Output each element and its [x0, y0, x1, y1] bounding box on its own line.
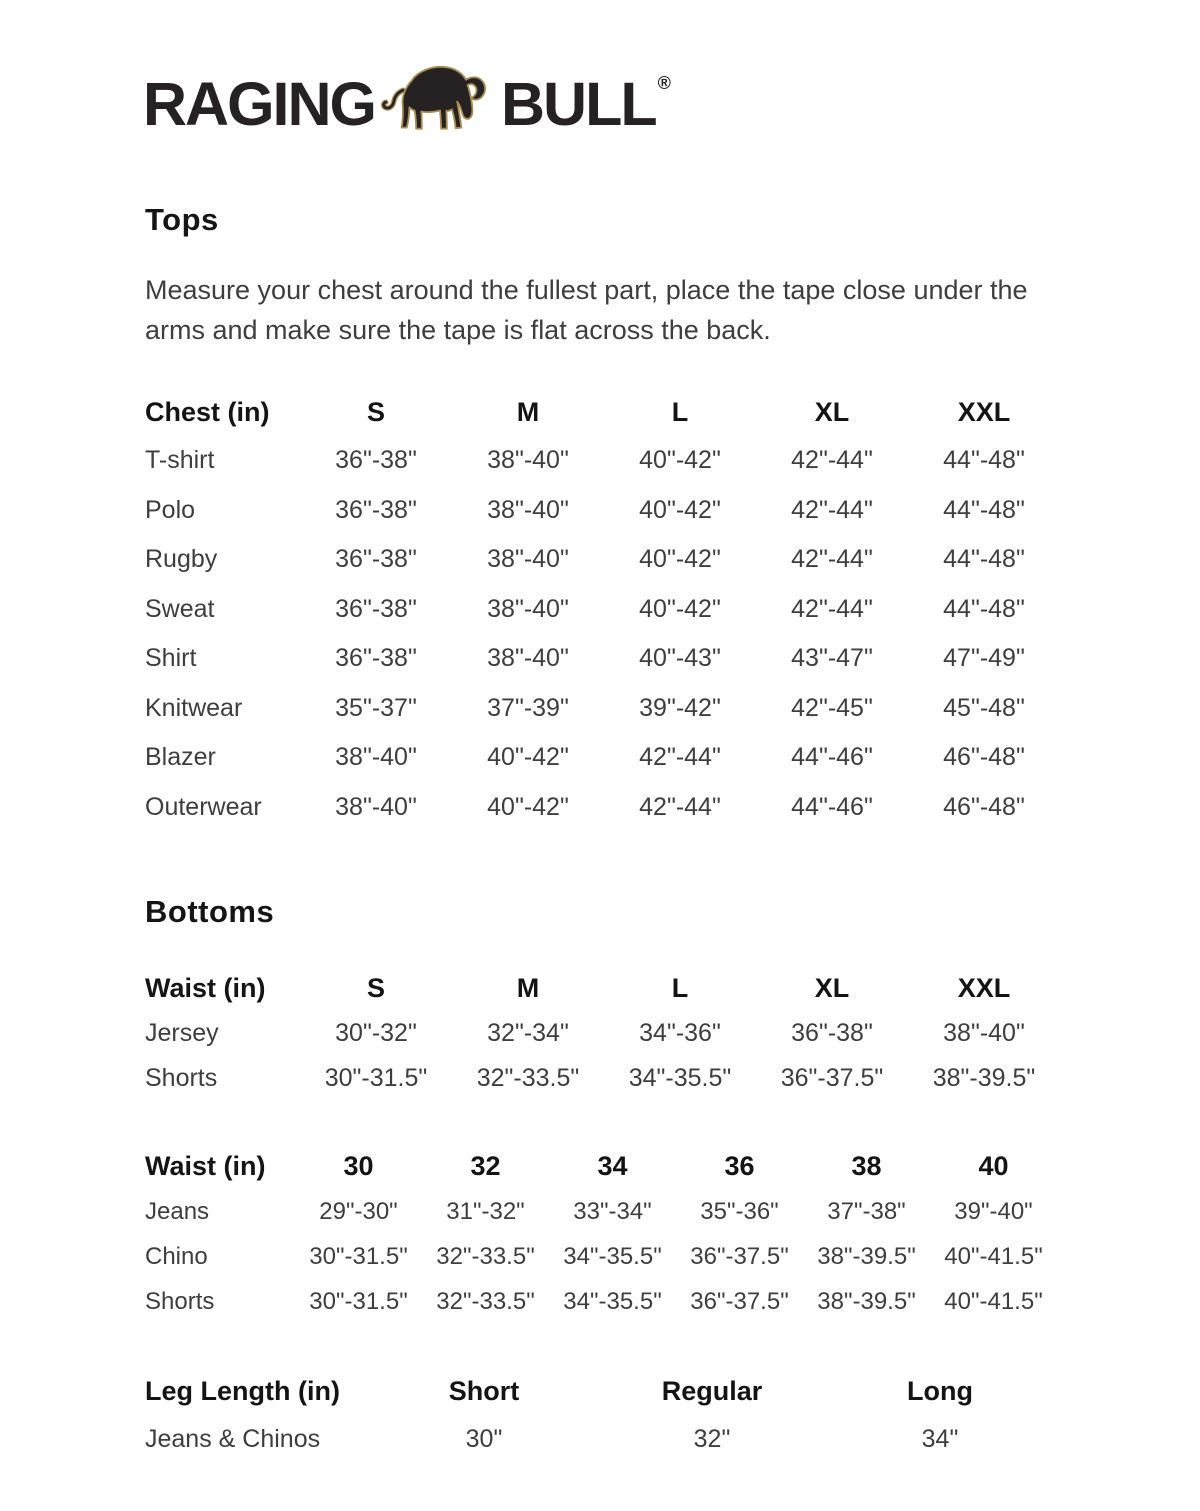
- table-row: [145, 1279, 1057, 1324]
- chest-size-table: [145, 388, 1060, 832]
- table-cell: 40"-41.5": [944, 1287, 1043, 1315]
- chest-measure-description: Measure your chest around the fullest part, place the tape close under the arms and make sure the tape is flat across the back.: [145, 275, 1028, 345]
- table-header-row: [145, 1143, 1057, 1189]
- size-column-l: L: [671, 396, 689, 427]
- table-cell: 42"-44": [791, 594, 873, 623]
- table-cell: 37"-38": [827, 1197, 906, 1225]
- table-cell: 34"-35.5": [563, 1242, 662, 1270]
- row-label: Knitwear: [145, 693, 243, 722]
- table-cell: 40"-43": [639, 644, 721, 673]
- waist-number-table: [145, 1143, 1057, 1324]
- table-cell: 44"-48": [943, 446, 1025, 475]
- row-label: Shorts: [145, 1064, 218, 1092]
- table-cell: 47"-49": [943, 644, 1025, 673]
- table-cell: 42"-44": [639, 792, 721, 821]
- table-cell: 38"-40": [487, 446, 569, 475]
- table-header-row: [145, 1368, 1054, 1414]
- table-cell: 38"-39.5": [932, 1064, 1036, 1092]
- size-column-xl: XL: [814, 972, 850, 1003]
- waist-column-40: 40: [978, 1150, 1009, 1181]
- table-row: [145, 783, 1060, 833]
- leg-column-regular: Regular: [661, 1375, 763, 1406]
- table-cell: 44"-48": [943, 545, 1025, 574]
- row-label: Jeans: [145, 1197, 210, 1225]
- table-row: [145, 684, 1060, 734]
- registered-trademark: ®: [657, 73, 671, 93]
- table-cell: 32"-33.5": [436, 1242, 535, 1270]
- waist-column-30: 30: [343, 1150, 374, 1181]
- table-cell: 31"-32": [446, 1197, 525, 1225]
- waist-table-label: Waist (in): [145, 972, 266, 1003]
- table-cell: 44"-48": [943, 495, 1025, 524]
- table-cell: 34"-36": [639, 1019, 721, 1047]
- table-cell: 36"-38": [335, 545, 417, 574]
- row-label: T-shirt: [145, 446, 215, 475]
- row-label: Sweat: [145, 594, 215, 623]
- table-cell: 38"-40": [943, 1019, 1025, 1047]
- table-cell: 42"-44": [791, 446, 873, 475]
- table-cell: 32"-33.5": [476, 1064, 580, 1092]
- size-column-xl: XL: [814, 396, 850, 427]
- row-label: Polo: [145, 495, 196, 524]
- size-column-s: S: [366, 972, 385, 1003]
- table-cell: 39"-40": [954, 1197, 1033, 1225]
- table-cell: 34"-35.5": [563, 1287, 662, 1315]
- row-label: Jeans & Chinos: [145, 1424, 321, 1453]
- table-cell: 29"-30": [319, 1197, 398, 1225]
- brand-word-bull: BULL: [501, 70, 656, 138]
- row-label: Outerwear: [145, 792, 262, 821]
- row-label: Shorts: [145, 1287, 215, 1315]
- waist-column-38: 38: [851, 1150, 882, 1181]
- table-row: [145, 1056, 1060, 1101]
- waist-column-34: 34: [597, 1150, 628, 1181]
- table-cell: 46"-48": [943, 792, 1025, 821]
- size-column-xxl: XXL: [957, 972, 1011, 1003]
- size-column-m: M: [516, 972, 540, 1003]
- leg-column-long: Long: [907, 1375, 973, 1406]
- table-cell: 44"-46": [791, 743, 873, 772]
- table-cell: 40"-42": [487, 792, 569, 821]
- table-cell: 30"-31.5": [324, 1064, 428, 1092]
- table-header-row: [145, 965, 1060, 1011]
- bull-icon: [379, 59, 499, 137]
- table-cell: 43"-47": [791, 644, 873, 673]
- table-cell: 38"-40": [335, 792, 417, 821]
- row-label: Shirt: [145, 644, 197, 673]
- table-cell: 30"-31.5": [309, 1287, 408, 1315]
- table-cell: 35"-37": [335, 693, 417, 722]
- table-cell: 38"-39.5": [817, 1287, 916, 1315]
- table-cell: 38"-39.5": [817, 1242, 916, 1270]
- table-row: [145, 634, 1060, 684]
- table-cell: 45"-48": [943, 693, 1025, 722]
- table-row: [145, 585, 1060, 635]
- table-cell: 44"-46": [791, 792, 873, 821]
- table-row: [145, 733, 1060, 783]
- table-cell: 40"-42": [639, 495, 721, 524]
- table-cell: 39"-42": [639, 693, 721, 722]
- table-row: [145, 535, 1060, 585]
- table-cell: 42"-45": [791, 693, 873, 722]
- row-label: Jersey: [145, 1019, 219, 1047]
- waist-column-36: 36: [724, 1150, 755, 1181]
- table-cell: 37"-39": [487, 693, 569, 722]
- bottoms-heading: Bottoms: [145, 894, 275, 929]
- table-row: [145, 1234, 1057, 1279]
- table-cell: 34": [921, 1424, 959, 1453]
- leg-column-short: Short: [448, 1375, 520, 1406]
- table-cell: 35"-36": [700, 1197, 779, 1225]
- table-cell: 30": [465, 1424, 503, 1453]
- waist-size-table: [145, 965, 1060, 1101]
- size-column-m: M: [516, 396, 540, 427]
- table-cell: 40"-42": [487, 743, 569, 772]
- table-cell: 40"-41.5": [944, 1242, 1043, 1270]
- table-cell: 30"-31.5": [309, 1242, 408, 1270]
- table-row: [145, 1011, 1060, 1056]
- row-label: Chino: [145, 1242, 208, 1270]
- table-cell: 46"-48": [943, 743, 1025, 772]
- table-row: [145, 1189, 1057, 1234]
- table-row: [145, 1414, 1054, 1464]
- leg-length-table-label: Leg Length (in): [145, 1375, 340, 1406]
- table-cell: 40"-42": [639, 446, 721, 475]
- table-cell: 40"-42": [639, 545, 721, 574]
- table-cell: 36"-38": [335, 495, 417, 524]
- table-cell: 34"-35.5": [628, 1064, 732, 1092]
- table-cell: 36"-38": [791, 1019, 873, 1047]
- size-column-xxl: XXL: [957, 396, 1011, 427]
- table-cell: 42"-44": [639, 743, 721, 772]
- table-cell: 36"-37.5": [690, 1287, 789, 1315]
- table-cell: 38"-40": [487, 495, 569, 524]
- row-label: Blazer: [145, 743, 216, 772]
- table-cell: 36"-37.5": [690, 1242, 789, 1270]
- table-cell: 40"-42": [639, 594, 721, 623]
- table-cell: 42"-44": [791, 495, 873, 524]
- brand-logo: [143, 57, 671, 138]
- table-cell: 32": [693, 1424, 731, 1453]
- table-cell: 36"-37.5": [780, 1064, 884, 1092]
- leg-length-table: [145, 1368, 1054, 1464]
- tops-heading: Tops: [145, 202, 219, 237]
- table-cell: 36"-38": [335, 446, 417, 475]
- table-cell: 44"-48": [943, 594, 1025, 623]
- table-cell: 42"-44": [791, 545, 873, 574]
- table-row: [145, 436, 1060, 486]
- waist-table-label: Waist (in): [145, 1150, 266, 1181]
- table-cell: 32"-33.5": [436, 1287, 535, 1315]
- table-header-row: [145, 388, 1060, 436]
- table-cell: 38"-40": [487, 545, 569, 574]
- table-cell: 36"-38": [335, 644, 417, 673]
- row-label: Rugby: [145, 545, 218, 574]
- table-cell: 36"-38": [335, 594, 417, 623]
- table-cell: 38"-40": [487, 644, 569, 673]
- size-column-l: L: [671, 972, 689, 1003]
- table-cell: 38"-40": [487, 594, 569, 623]
- chest-table-label: Chest (in): [145, 396, 270, 427]
- table-cell: 30"-32": [335, 1019, 417, 1047]
- size-column-s: S: [366, 396, 385, 427]
- table-row: [145, 486, 1060, 536]
- table-cell: 38"-40": [335, 743, 417, 772]
- table-cell: 32"-34": [487, 1019, 569, 1047]
- table-cell: 33"-34": [573, 1197, 652, 1225]
- brand-word-raging: RAGING: [143, 70, 375, 138]
- waist-column-32: 32: [470, 1150, 501, 1181]
